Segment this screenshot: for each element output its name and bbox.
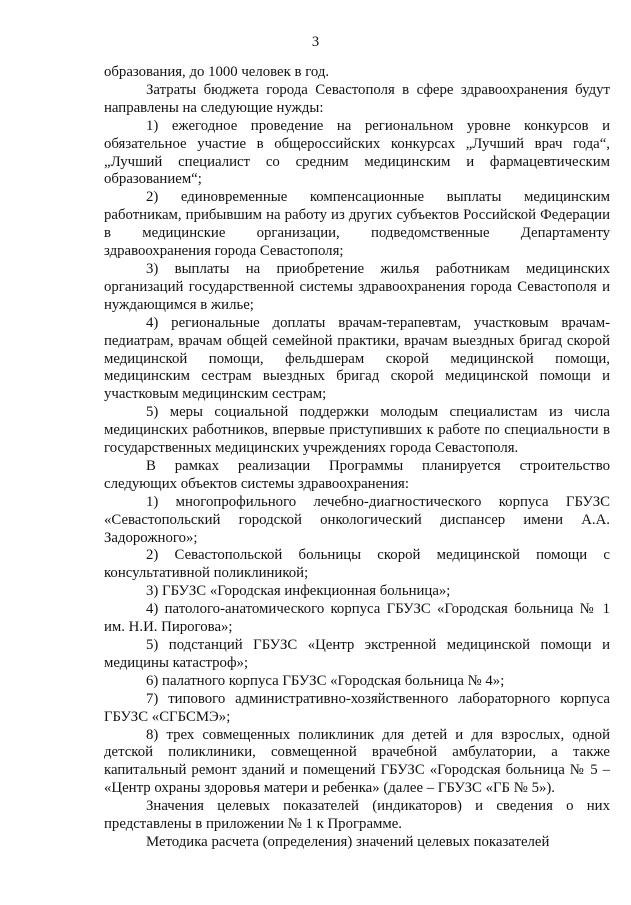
paragraph: Методика расчета (определения) значений целевых показателей [146,833,550,850]
list-item: 3) ГБУЗС «Городская инфекционная больница»; [146,583,451,600]
list-item: 3) выплаты на приобретение жилья работникам медицинских организаций государственной системы здравоохранения города Севастополя и нуждающимся в жилье; [104,260,610,313]
list-item: 6) палатного корпуса ГБУЗС «Городская больница № 4»; [146,672,505,689]
page-number: 3 [311,34,320,50]
paragraph: Значения целевых показателей (индикаторов) и сведения о них представлены в приложении № 1 к Программе. [104,798,610,833]
list-item: 4) патолого-анатомического корпуса ГБУЗС «Городская больница № 1 им. Н.И. Пирогова»; [104,601,610,636]
document-body [104,64,610,852]
paragraph: Затраты бюджета города Севастополя в сфере здравоохранения будут направлены на следующие нужды: [104,81,610,116]
paragraph: В рамках реализации Программы планируется строительство следующих объектов системы здравоохранения: [104,457,610,492]
list-item: 5) меры социальной поддержки молодым специалистам из числа медицинских работников, впервые приступивших к работе по специальности в государственных медицинских учреждениях города Севастополя. [104,404,610,457]
list-item: 1) ежегодное проведение на региональном уровне конкурсов и обязательное участие в общероссийских конкурсах „Лучший врач года“, „Лучший специалист со средним медицинским и фармацевтическим образованием“; [104,117,610,188]
list-item: 4) региональные доплаты врачам-терапевтам, участковым врачам-педиатрам, врачам общей семейной практики, врачам выездных бригад скорой медицинской помощи, фельдшерам скорой медицинской помощи, медицинским сестрам выездных бригад скорой медицинской помощи и участковым медицинским сестрам; [104,314,610,403]
list-item: 7) типового административно-хозяйственного лабораторного корпуса ГБУЗС «СГБСМЭ»; [104,690,610,725]
list-item: 1) многопрофильного лечебно-диагностического корпуса ГБУЗС «Севастопольский городской онкологический диспансер имени А.А. Задорожного»; [104,493,610,546]
list-item: 2) Севастопольской больницы скорой медицинской помощи с консультативной поликлиникой; [104,547,610,582]
list-item: 5) подстанций ГБУЗС «Центр экстренной медицинской помощи и медицины катастроф»; [104,637,610,671]
list-item: 8) трех совмещенных поликлиник для детей и для взрослых, одной детской поликлиники, совмещенной врачебной амбулатории, а также капитальный ремонт зданий и помещений ГБУЗС «Городская больница № 5 – «Центр охраны здоровья матери и ребенка» (далее – ГБУЗС «ГБ № 5»). [104,726,610,797]
list-item: 2) единовременные компенсационные выплаты медицинским работникам, прибывшим на работу из других субъектов Российской Федерации в медицинские организации, подведомственные Департаменту здравоохранения города Севастополя; [104,189,610,260]
paragraph: образования, до 1000 человек в год. [104,64,330,80]
